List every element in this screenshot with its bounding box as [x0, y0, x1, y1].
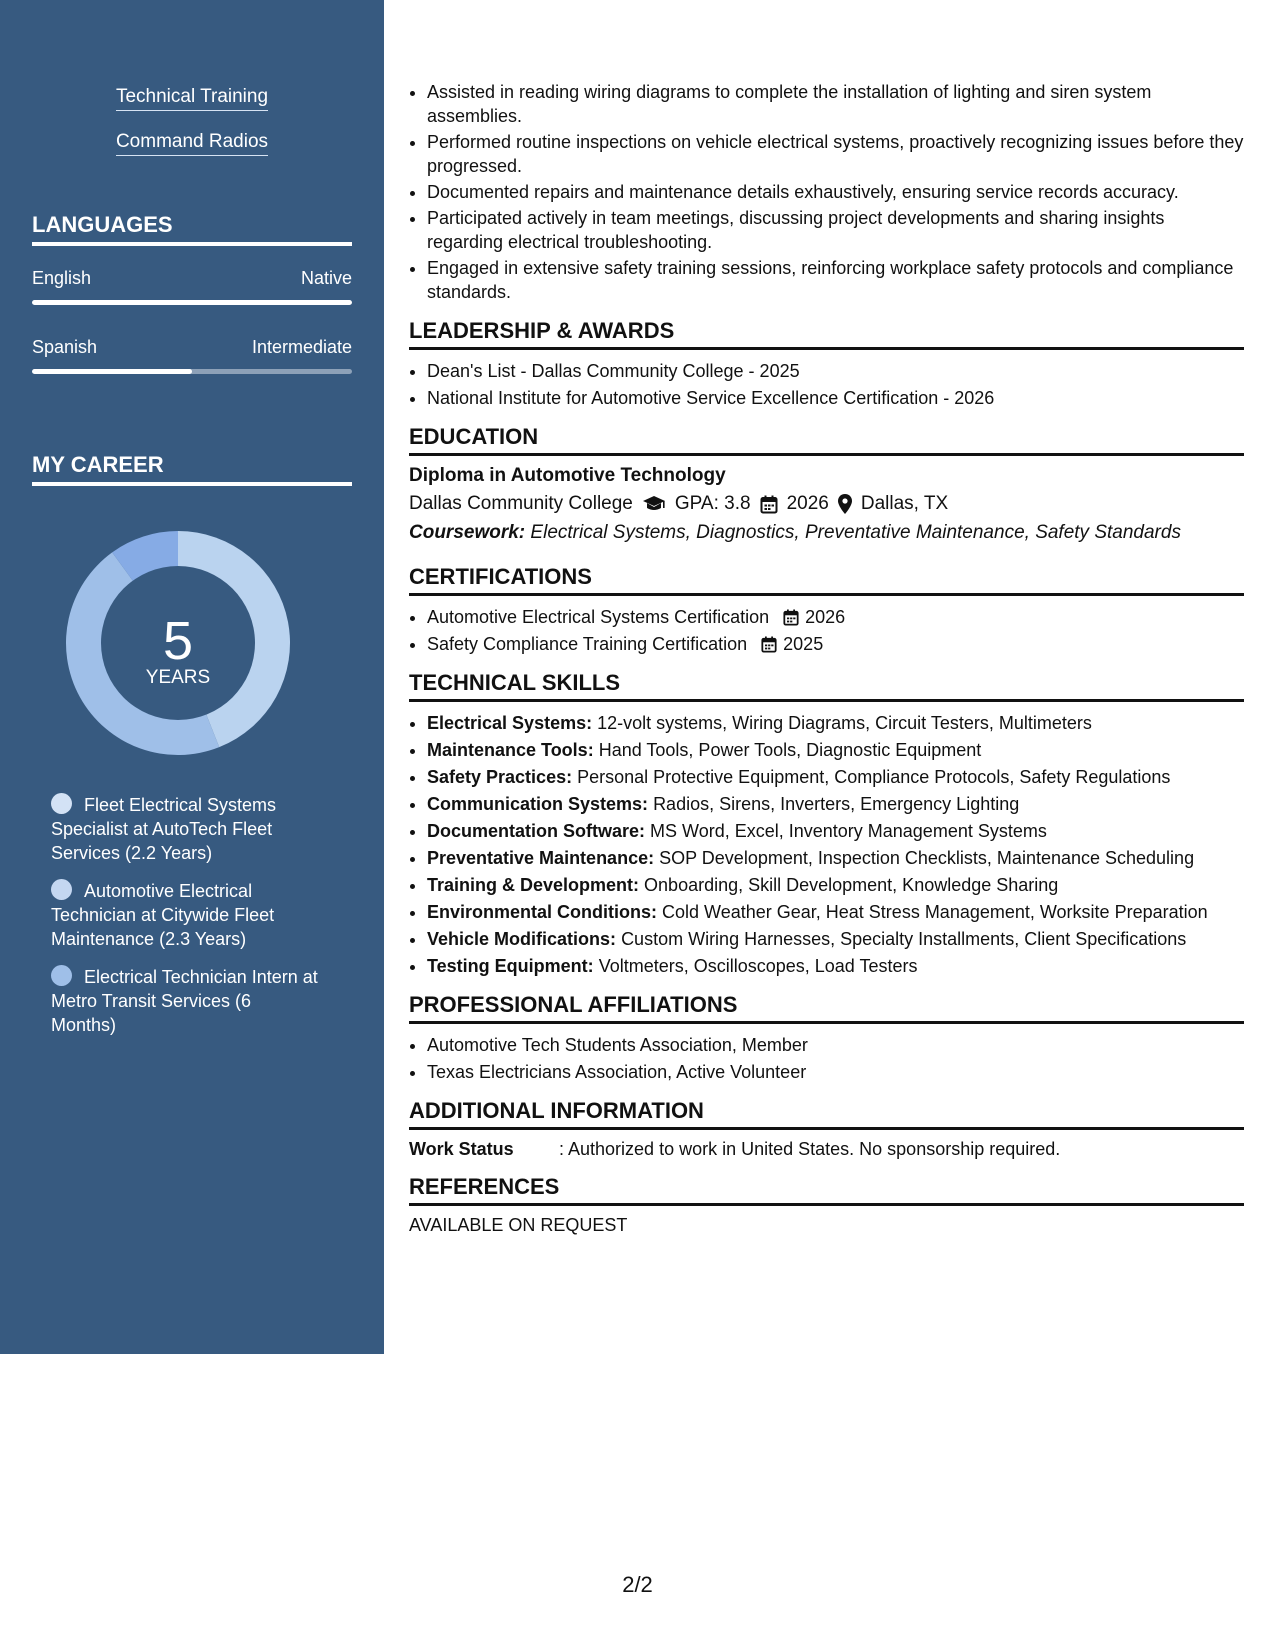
education-location: Dallas, TX — [860, 493, 949, 514]
skill-row — [427, 738, 1244, 762]
technical-skills-heading: TECHNICAL SKILLS — [409, 670, 1244, 702]
skill-row — [427, 765, 1244, 789]
leadership-item: • National Institute for Automotive Service Excellence Certification - 2026 — [427, 386, 1244, 410]
skill-row — [427, 819, 1244, 843]
leadership-item: • Dean's List - Dallas Community College - 2025 — [427, 359, 1244, 383]
experience-bullet: • Participated actively in team meetings, discussing project developments and sharing insights regarding electrical troubleshooting. — [427, 206, 1244, 254]
career-item — [51, 793, 321, 865]
skill-category: Vehicle Modifications: — [427, 929, 617, 949]
certifications-list — [409, 605, 1244, 656]
skill-row — [427, 846, 1244, 870]
calendar-icon — [760, 495, 778, 514]
skill-label: Technical Training — [116, 86, 268, 111]
skill-category: Electrical Systems: — [427, 713, 593, 733]
experience-bullet: • Performed routine inspections on vehicle electrical systems, proactively recognizing issues before they progressed. — [427, 130, 1244, 178]
calendar-icon — [761, 636, 777, 653]
language-name: Spanish — [32, 337, 98, 357]
sidebar — [0, 0, 384, 1354]
language-level: Native — [300, 268, 352, 288]
career-heading: MY CAREER — [32, 452, 352, 486]
bullet-dot-icon — [51, 965, 72, 986]
additional-info-heading: ADDITIONAL INFORMATION — [409, 1098, 1244, 1130]
affiliation-item: • Automotive Tech Students Association, Member — [427, 1033, 1244, 1057]
language-level: Intermediate — [251, 337, 352, 357]
languages-heading: LANGUAGES — [32, 212, 352, 246]
language-bar-english — [32, 300, 352, 305]
skill-category: Testing Equipment: — [427, 956, 594, 976]
skill-row — [427, 792, 1244, 816]
skill-category: Documentation Software: — [427, 821, 646, 841]
career-item — [51, 879, 321, 951]
education-school: Dallas Community College — [409, 493, 633, 514]
page-number: 2/2 — [622, 1572, 653, 1597]
work-status-row — [409, 1139, 1244, 1160]
skill-values: SOP Development, Inspection Checklists, Maintenance Scheduling — [659, 848, 1195, 868]
career-item — [51, 965, 321, 1037]
skill-item-technical-training — [0, 86, 384, 111]
education-coursework — [409, 522, 1244, 544]
affiliation-item: • Texas Electricians Association, Active Volunteer — [427, 1060, 1244, 1084]
skill-values: MS Word, Excel, Inventory Management Systems — [650, 821, 1047, 841]
references-heading: REFERENCES — [409, 1174, 1244, 1206]
education-year: 2026 — [786, 493, 829, 514]
skill-values: Custom Wiring Harnesses, Specialty Installments, Client Specifications — [621, 929, 1187, 949]
language-bar-spanish — [32, 369, 352, 374]
certification-item — [427, 605, 1244, 629]
skill-category: Environmental Conditions: — [427, 902, 658, 922]
career-item-text: Electrical Technician Intern at Metro Transit Services (6 Months) — [51, 967, 318, 1035]
skill-category: Training & Development: — [427, 875, 640, 895]
certification-name: • Safety Compliance Training Certification — [427, 634, 748, 654]
skill-category: Maintenance Tools: — [427, 740, 594, 760]
experience-bullet: • Engaged in extensive safety training sessions, reinforcing workplace safety protocols and compliance standards. — [427, 256, 1244, 304]
certifications-heading: CERTIFICATIONS — [409, 564, 1244, 596]
skill-category: Communication Systems: — [427, 794, 649, 814]
skill-row — [427, 900, 1244, 924]
language-row-english — [32, 268, 352, 289]
skill-values: Hand Tools, Power Tools, Diagnostic Equipment — [598, 740, 982, 760]
language-bar-fill — [32, 300, 352, 305]
certification-item — [427, 632, 1244, 656]
location-pin-icon — [838, 494, 852, 514]
affiliations-list — [409, 1033, 1244, 1084]
skill-row — [427, 873, 1244, 897]
skill-values: Cold Weather Gear, Heat Stress Management, Worksite Preparation — [662, 902, 1208, 922]
references-text: AVAILABLE ON REQUEST — [409, 1215, 628, 1235]
skill-values: Voltmeters, Oscilloscopes, Load Testers — [598, 956, 918, 976]
main-content — [409, 80, 1244, 1236]
education-heading: EDUCATION — [409, 424, 1244, 456]
calendar-icon — [783, 609, 799, 626]
career-years-label: YEARS — [145, 667, 211, 688]
skill-label: Command Radios — [116, 131, 268, 156]
skill-values: Onboarding, Skill Development, Knowledge Sharing — [644, 875, 1059, 895]
bullet-dot-icon — [51, 793, 72, 814]
skill-category: Preventative Maintenance: — [427, 848, 655, 868]
language-row-spanish — [32, 337, 352, 358]
education-degree: Diploma in Automotive Technology — [409, 465, 726, 486]
coursework-text: Electrical Systems, Diagnostics, Preventative Maintenance, Safety Standards — [530, 522, 1181, 543]
language-bar-fill — [32, 369, 192, 374]
certification-year: 2025 — [783, 634, 824, 654]
education-details — [409, 493, 1244, 515]
language-name: English — [32, 268, 92, 288]
skill-row — [427, 927, 1244, 951]
career-donut-chart — [62, 527, 294, 759]
skill-values: Personal Protective Equipment, Compliance Protocols, Safety Regulations — [577, 767, 1171, 787]
skill-row — [427, 954, 1244, 978]
affiliations-heading: PROFESSIONAL AFFILIATIONS — [409, 992, 1244, 1024]
career-item-text: Fleet Electrical Systems Specialist at AutoTech Fleet Services (2.2 Years) — [51, 795, 277, 863]
certification-year: 2026 — [805, 607, 846, 627]
experience-bullets — [409, 80, 1244, 304]
career-item-text: Automotive Electrical Technician at Citywide Fleet Maintenance (2.3 Years) — [51, 881, 275, 949]
leadership-heading: LEADERSHIP & AWARDS — [409, 318, 1244, 350]
experience-bullet: • Documented repairs and maintenance details exhaustively, ensuring service records accuracy. — [427, 180, 1244, 204]
skill-values: 12-volt systems, Wiring Diagrams, Circuit Testers, Multimeters — [597, 713, 1092, 733]
skill-values: Radios, Sirens, Inverters, Emergency Lighting — [653, 794, 1020, 814]
bullet-dot-icon — [51, 879, 72, 900]
leadership-list — [409, 359, 1244, 410]
coursework-label: Coursework: — [409, 522, 526, 543]
career-years-number: 5 — [162, 611, 194, 671]
work-status-label: Work Status — [409, 1139, 514, 1159]
graduation-cap-icon — [642, 495, 666, 513]
experience-bullet: • Assisted in reading wiring diagrams to complete the installation of lighting and siren system assemblies. — [427, 80, 1244, 128]
skill-row — [427, 711, 1244, 735]
work-status-value: : Authorized to work in United States. No sponsorship required. — [559, 1139, 1061, 1159]
technical-skills-list — [409, 711, 1244, 978]
education-gpa: GPA: 3.8 — [674, 493, 751, 514]
skill-item-command-radios — [0, 131, 384, 156]
skill-category: Safety Practices: — [427, 767, 573, 787]
certification-name: • Automotive Electrical Systems Certification — [427, 607, 770, 627]
